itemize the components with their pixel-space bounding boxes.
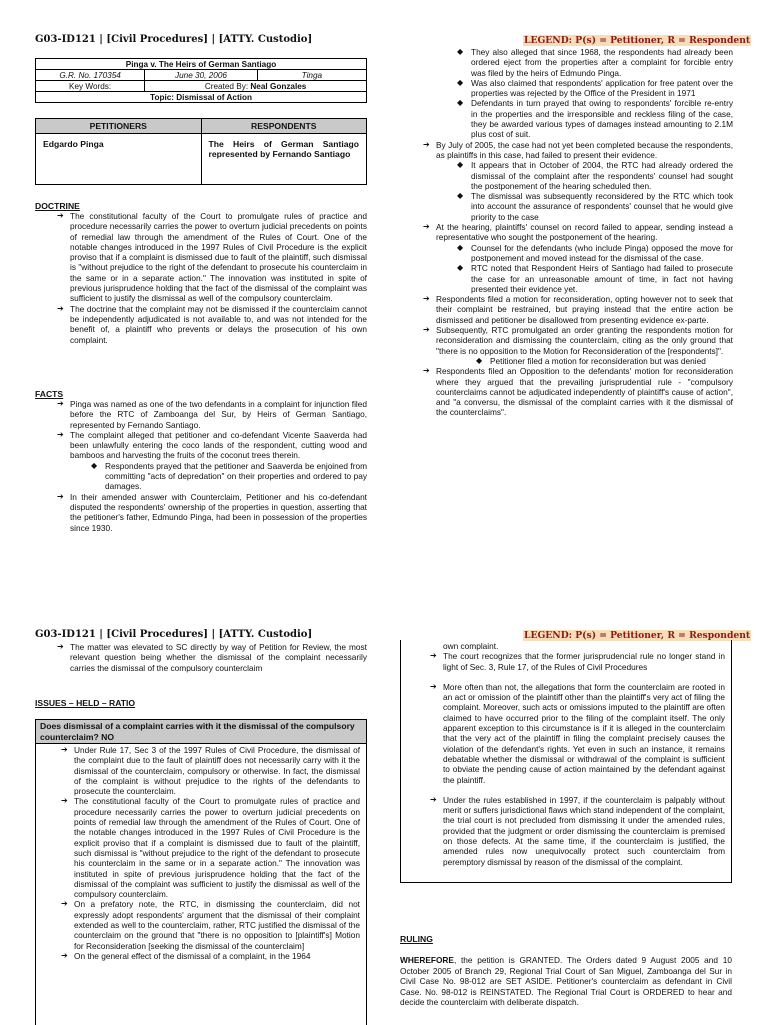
fact-item: ➔ The complaint alleged that petitioner and co-defendant Vicente Saaverda had been unlawfully entering the coco lands of the respondent, cutting wood and bamboos and harvesting the fruits of the coconut trees therein. xyxy=(70,430,367,461)
ratio-item: ➔ More often than not, the allegations that form the counterclaim are rooted in an act or omission of the plaintiff other than the plaintiff's very act of filing the complaint. Moreover, such acts or omissions imputed to the plaintiff are often claimed to have occurred prior to the filing of the complaint itself. The only apparent exception to this circumstance is if it is alleged in the counterclaim that the very act of the plaintiff in filing the complaint precisely causes the violation of the defendant's rights. Yet even in such an instance, it remains debatable whether the dismissal or withdrawal of the complaint is sufficient to obviate the pending cause of action maintained by the defendant against the plaintiff. xyxy=(443,682,725,785)
ratio-item: ➔ Under Rule 17, Sec 3 of the 1997 Rules of Civil Procedure, the dismissal of the complaint due to the fault of plaintiff does not necessarily carry with it the dismissal of the counterclaim, compulsory or otherwise. In fact, the dismissal of the complaint is without prejudice to the rights of the defendants to prosecute the counterclaim. xyxy=(74,745,360,796)
issues-heading: ISSUES – HELD – RATIO xyxy=(35,698,136,708)
ratio-item: ➔ The constitutional faculty of the Court to promulgate rules of practice and procedure necessarily carries the power to overturn judicial precedents on points of remedial law through the amendment of the Rules of Court. One of the notable changes introduced in the 1997 Rules of Civil Procedure is the explicit proviso that if a complaint is dismissed due to fault of the plaintiff, such dismissal is "without prejudice to the right of the defendant to prosecute his counterclaim in the same or in a separate action." The innovation was instituted in spite of previous jurisprudence holding that the fact of the dismissal of the complaint was sufficient to justify the dismissal as well of the compulsory counterclaim. xyxy=(74,796,360,899)
page-header-code: G03-ID121 | [Civil Procedures] | [ATTY. Custodio] xyxy=(35,34,313,45)
fact-subitem: ◆ The dismissal was subsequently reconsidered by the RTC which took into account the assurance of respondents' counsel that he would give priority to the case xyxy=(471,191,733,222)
legend-text: LEGEND: P(s) = Petitioner, R = Respondent xyxy=(524,35,751,46)
facts-section xyxy=(35,389,367,533)
gr-number: G.R. No. 170354 xyxy=(36,70,145,81)
legend xyxy=(523,35,751,46)
fact-item: ➔ By July of 2005, the case had not yet been completed because the respondents, as plaintiffs in this case, had failed to present their evidence. xyxy=(436,140,733,161)
fact-subitem: ◆ Respondents prayed that the petitioner and Saaverda be enjoined from committing "acts of depredation" on their properties and ordered to pay damages. xyxy=(105,461,367,492)
fact-item: ➔ In their amended answer with Counterclaim, Petitioner and his co-defendant disputed the respondents' ownership of the properties in question, asserting that the petitioner's father, Edmundo Pinga, had been in possession of the properties since 1930. xyxy=(70,492,367,533)
facts-heading: FACTS xyxy=(35,389,64,399)
created-by: Created By: Neal Gonzales xyxy=(145,81,367,92)
ratio-item: ➔ Under the rules established in 1997, if the counterclaim is palpably without merit or suffers jurisdictional flaws which stand independent of the complaint, the trial court is not precluded from dismissing it under the amended rules, provided that the judgment or order dismissing the counterclaim is premised on those defects. At the same time, if the counterclaim is justified, the amended rules now unequivocally protect such counterclaim from peremptory dismissal by reason of the dismissal of the complaint. xyxy=(443,795,725,867)
ruling-heading: RULING xyxy=(400,934,433,944)
elevation-note xyxy=(35,642,367,673)
respondents-heading: RESPONDENTS xyxy=(201,119,367,134)
fact-item: ➔ Respondents filed an Opposition to the defendants' motion for reconsideration where they argued that the prevailing jurisprudential rule - "compulsory counterclaims cannot be adjudicated independently of plaintiff's cause of action", and "a conversu, the dismissal of the complaint carries with it the dismissal of the counterclaims". xyxy=(436,366,733,417)
doctrine-heading: DOCTRINE xyxy=(35,201,80,211)
ponente: Tinga xyxy=(257,70,366,81)
legend-text: LEGEND: P(s) = Petitioner, R = Respondent xyxy=(524,630,751,641)
case-info-table xyxy=(35,58,367,103)
ratio-item-tail: ➔ own complaint. xyxy=(443,641,725,651)
fact-item: ➔ At the hearing, plaintiffs' counsel on record failed to appear, sending instead a representative who sought the postponement of the hearing. xyxy=(436,222,733,243)
issue-box xyxy=(35,719,367,1025)
ruling-text: WHEREFORE, the petition is GRANTED. The Orders dated 9 August 2005 and 10 October 2005 of Branch 29, Regional Trial Court of San Miguel, Zamboanga del Sur in Civil Case No. 98-012 are SET ASIDE. Petitioner's counterclaim as defendant in Civil Case. No. 98-012 is REINSTATED. The Regional Trial Court is ORDERED to hear and decide the counterclaim with deliberate dispatch. xyxy=(400,955,732,1007)
fact-subitem: ◆ RTC noted that Respondent Heirs of Santiago had failed to prosecute the case for an unreasonable amount of time, in fact not having presented their evidence yet. xyxy=(471,263,733,294)
case-date: June 30, 2006 xyxy=(145,70,258,81)
doctrine-item: ➔ The constitutional faculty of the Court to promulgate rules of practice and procedure necessarily carries the power to overturn judicial precedents on points of remedial law through the amendment of the Rules of Court. One of the notable changes introduced in the 1997 Rules of Civil Procedure is the explicit proviso that if a complaint is dismissed due to fault of the plaintiff, such dismissal is "without prejudice to the right of the defendant to prosecute his counterclaim in the same or in a separate action." The innovation was instituted in spite of previous jurisprudence holding that the fact of the dismissal of the complaint was sufficient to justify the dismissal as well of the compulsory counterclaim. xyxy=(70,211,367,304)
respondent-name: The Heirs of German Santiago represented by Fernando Santiago xyxy=(201,134,367,185)
petitioners-heading: PETITIONERS xyxy=(36,119,202,134)
ratio-item: ➔ On a prefatory note, the RTC, in dismissing the counterclaim, did not expressly adopt respondents' argument that the dismissal of their complaint extended as well to the counterclaim, rather, RTC justified the dismissal of the counterclaim on the ground that "there is no opposition to [plaintiff's] Motion for Reconsideration [seeking the dismissal of the counterclaim] xyxy=(74,899,360,950)
page-header-code: G03-ID121 | [Civil Procedures] | [ATTY. Custodio] xyxy=(35,629,313,640)
wherefore-word: WHEREFORE xyxy=(400,955,454,965)
fact-item: ➔ Respondents filed a motion for reconsideration, opting however not to seek that their complaint be restrained, but praying instead that the entire action be dismissed and petitioner be disallowed from presenting evidence ex-parte. xyxy=(436,294,733,325)
fact-item: ➔ Pinga was named as one of the two defendants in a complaint for injunction filed before the RTC of Zamboanga del Sur, by Heirs of German Santiago, represented by Fernando Santiago. xyxy=(70,399,367,430)
fact-subitem: ◆ They also alleged that since 1968, the respondents had already been ordered eject from the properties after a complaint for forcible entry was filed by the heirs of Edmundo Pinga. xyxy=(471,47,733,78)
fact-subitem: ◆ Was also claimed that respondents' application for free patent over the properties was rejected by the Office of the President in 1971 xyxy=(471,78,733,99)
issue-question: Does dismissal of a complaint carries with it the dismissal of the compulsory counterclaim? NO xyxy=(36,720,366,744)
ratio-continued-box xyxy=(400,640,732,883)
facts-continued xyxy=(420,47,733,418)
case-title: Pinga v. The Heirs of German Santiago xyxy=(36,59,367,70)
fact-item: ➔ The matter was elevated to SC directly by way of Petition for Review, the most relevant question being whether the dismissal of the complaint necessarily carries the dismissal of the compulsory counterclaim xyxy=(70,642,367,673)
petitioner-name: Edgardo Pinga xyxy=(36,134,202,185)
fact-subitem: ◆ Defendants in turn prayed that owing to respondents' forcible re-entry in the properties and the irresponsible and reckless filing of the case, they be awarded various types of damages instead amounting to 2.1M plus cost of suit. xyxy=(471,98,733,139)
topic: Topic: Dismissal of Action xyxy=(36,92,367,103)
doctrine-section xyxy=(35,201,367,345)
fact-subitem: ◆ Counsel for the defendants (who include Pinga) opposed the move for postponement and moved instead for the dismissal of the case. xyxy=(471,243,733,264)
ratio-item: ➔ On the general effect of the dismissal of a complaint, in the 1964 xyxy=(74,951,360,961)
doctrine-item: ➔ The doctrine that the complaint may not be dismissed if the counterclaim cannot be independently adjudicated is not available to, and was not intended for the benefit of, a plaintiff who prevents or delays the prosecution of his own complaint. xyxy=(70,304,367,345)
parties-table xyxy=(35,118,367,185)
key-words: Key Words: xyxy=(36,81,145,92)
ratio-item: ➔ The court recognizes that the former jurisprudencial rule no longer stand in light of Sec. 3, Rule 17, of the Rules of Civil Procedures xyxy=(443,651,725,672)
fact-subitem: ◆ It appears that in October of 2004, the RTC had already ordered the dismissal of the complaint after the respondents' counsel had sought the postponement of the hearing scheduled then. xyxy=(471,160,733,191)
fact-item: ➔ Subsequently, RTC promulgated an order granting the respondents motion for reconsideration and dismissing the counterclaim, citing as the only ground that "there is no opposition to the Motion for Reconsideration of the [respondents]". xyxy=(436,325,733,356)
author-name: Neal Gonzales xyxy=(250,81,307,91)
fact-subitem: ◆ Petitioner filed a motion for reconsideration but was denied xyxy=(490,356,733,366)
